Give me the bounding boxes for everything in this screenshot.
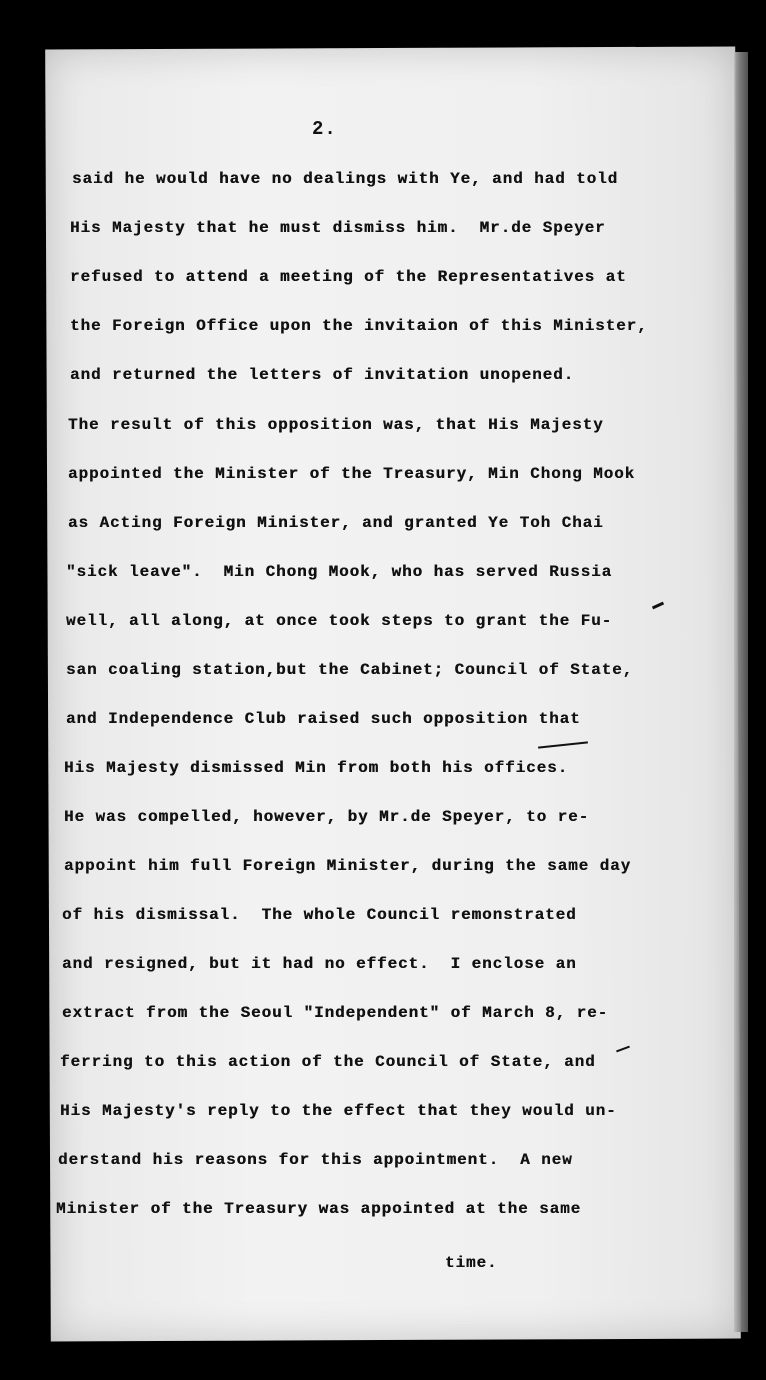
text-line: well, all along, at once took steps to grant the Fu- bbox=[66, 612, 613, 630]
text-line: His Majesty's reply to the effect that they would un- bbox=[60, 1102, 617, 1120]
text-line: ferring to this action of the Council of State, and bbox=[60, 1053, 596, 1071]
text-line: derstand his reasons for this appointment. A new bbox=[58, 1151, 573, 1169]
text-line: the Foreign Office upon the invitaion of this Minister, bbox=[70, 317, 648, 335]
text-line: of his dismissal. The whole Council remonstrated bbox=[62, 906, 577, 924]
page-number: 2. bbox=[312, 118, 337, 140]
text-line: refused to attend a meeting of the Representatives at bbox=[70, 268, 627, 286]
text-line: and resigned, but it had no effect. I enclose an bbox=[62, 955, 577, 973]
text-line: Minister of the Treasury was appointed at the same bbox=[56, 1200, 582, 1218]
text-line: as Acting Foreign Minister, and granted Ye Toh Chai bbox=[68, 514, 604, 532]
text-line: "sick leave". Min Chong Mook, who has served Russia bbox=[66, 563, 613, 581]
text-line: The result of this opposition was, that His Majesty bbox=[68, 416, 604, 434]
text-line: appoint him full Foreign Minister, during the same day bbox=[64, 857, 632, 875]
page-edge-shadow bbox=[734, 52, 748, 1332]
text-line: He was compelled, however, by Mr.de Speyer, to re- bbox=[64, 808, 590, 826]
text-line: said he would have no dealings with Ye, and had told bbox=[72, 170, 619, 188]
text-line: extract from the Seoul "Independent" of March 8, re- bbox=[62, 1004, 609, 1022]
text-line: appointed the Minister of the Treasury, Min Chong Mook bbox=[68, 465, 636, 483]
text-line: His Majesty that he must dismiss him. Mr.de Speyer bbox=[70, 219, 606, 237]
typed-page bbox=[45, 47, 741, 1342]
text-line: and returned the letters of invitation unopened. bbox=[70, 366, 575, 384]
catchword: time. bbox=[445, 1254, 498, 1272]
text-line: His Majesty dismissed Min from both his offices. bbox=[64, 759, 569, 777]
text-line: san coaling station,but the Cabinet; Council of State, bbox=[66, 661, 634, 679]
text-line: and Independence Club raised such opposition that bbox=[66, 710, 581, 728]
